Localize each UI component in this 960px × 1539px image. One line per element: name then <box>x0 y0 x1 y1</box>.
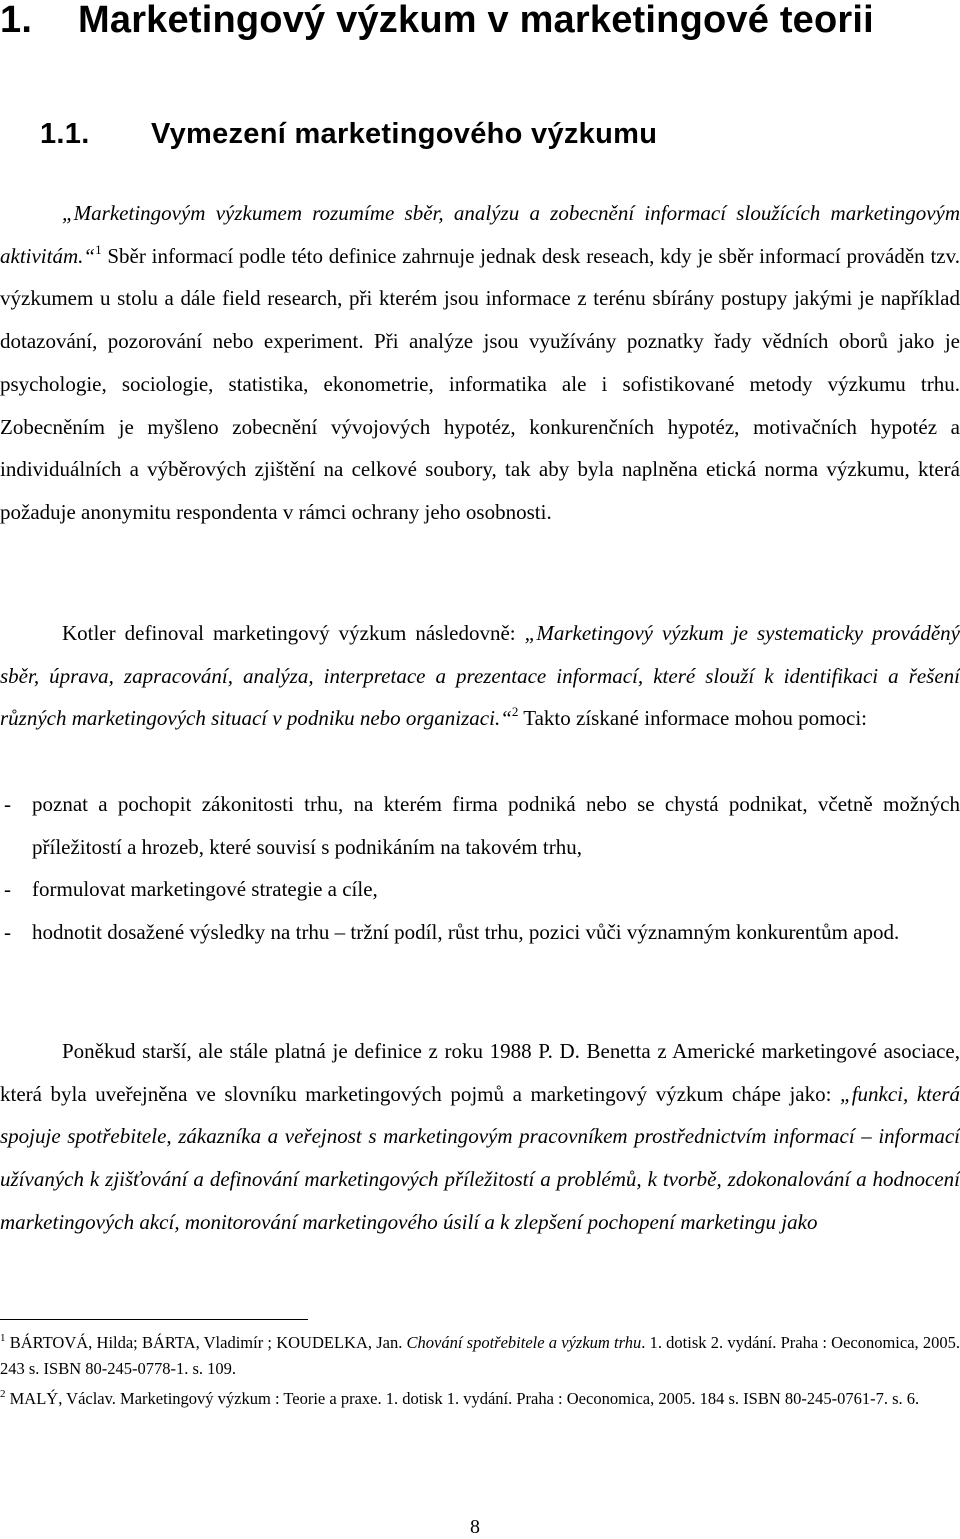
paragraph-body: Sběr informací podle této definice zahrnuje jednak desk reseach, kdy je sběr informací prováděn tzv. výzkumem u stolu a dále field research, při kterém jsou informace z terénu sbírány postupy jakými je například dotazování, pozorování nebo experiment. Při analýze jsou využívány poznatky řady vědních oborů jako je psychologie, sociologie, statistika, ekonometrie, informatika ale i sofistikované metody výzkumu trhu. Zobecněním je myšleno zobecnění vývojových hypotéz, konkurenčních hypotéz, motivačních hypotéz a individuálních a výběrových zjištění na celkové soubory, tak aby byla naplněna etická norma výzkumu, která požaduje anonymitu respondenta v rámci ochrany jeho osobnosti. <box>0 243 960 524</box>
benett-quote: „funkci, která spojuje spotřebitele, zákazníka a veřejnost s marketingovým pracovníkem prostřednictvím informací – informací užívaných k zjišťování a definování marketingových příležitostí a problémů, k tvorbě, zdokonalování a hodnocení marketingových akcí, monitorování marketingového úsilí a k zlepšení pochopení marketingu jako <box>0 1081 960 1234</box>
footnote-ref-1[interactable]: 1 <box>95 241 102 257</box>
kotler-quote: „Marketingový výzkum je systematicky prováděný sběr, úprava, zapracování, analýza, interpretace a prezentace informací, které slouží k identifikaci a řešení různých marketingových situací v podniku nebo organizaci.“ <box>0 621 960 731</box>
dash-bullet: - <box>4 792 11 816</box>
footnote-number: 2 <box>0 1388 6 1400</box>
list-item <box>0 911 960 954</box>
footnote-text-rest: . 1. dotisk 2. vydání. Praha : Oeconomica, 2005. 243 s. ISBN 80-245-0778-1. s. 109. <box>0 1333 960 1378</box>
chapter-heading <box>0 0 874 40</box>
footnote-book-title: Chování spotřebitele a výzkum trhu <box>406 1333 642 1352</box>
section-number: 1.1. <box>40 118 90 150</box>
chapter-number: 1. <box>0 0 33 41</box>
benefits-list <box>0 783 960 954</box>
dash-bullet: - <box>4 920 11 945</box>
list-item-text: formulovat marketingové strategie a cíle, <box>32 877 378 902</box>
footnote-1 <box>0 1330 960 1382</box>
footnote-text: MALÝ, Václav. Marketingový výzkum : Teorie a praxe. 1. dotisk 1. vydání. Praha : Oeconomica, 2005. 184 s. ISBN 80-245-0761-7. s. 6. <box>9 1389 920 1408</box>
paragraph-kotler <box>0 612 960 740</box>
footnote-ref-2[interactable]: 2 <box>511 704 519 720</box>
footnote-divider <box>0 1319 308 1320</box>
list-item-text: poznat a pochopit zákonitosti trhu, na kterém firma podniká nebo se chystá podnikat, včetně možných příležitostí a hrozeb, které souvisí s podnikáním na takovém trhu, <box>32 792 960 859</box>
paragraph-lead: Poněkud starší, ale stále platná je definice z roku 1988 P. D. Benetta z Americké marketingové asociace, která byla uveřejněna ve slovníku marketingových pojmů a marketingový výzkum chápe jako: <box>0 1039 960 1106</box>
footnote-2 <box>0 1386 960 1412</box>
definition-quote: „Marketingovým výzkumem rozumíme sběr, analýzu a zobecnění informací sloužících marketingovým aktivitám.“ <box>0 201 960 268</box>
paragraph-lead: Kotler definoval marketingový výzkum následovně: <box>62 621 525 645</box>
paragraph-tail: Takto získané informace mohou pomoci: <box>518 706 868 731</box>
footnote-number: 1 <box>0 1332 6 1344</box>
section-heading <box>40 116 657 152</box>
section-title: Vymezení marketingového výzkumu <box>151 118 658 150</box>
page-number: 8 <box>470 1516 480 1538</box>
footnote-text: BÁRTOVÁ, Hilda; BÁRTA, Vladimír ; KOUDELKA, Jan. <box>9 1333 407 1352</box>
footnotes <box>0 1330 960 1416</box>
chapter-title: Marketingový výzkum v marketingové teorii <box>78 0 874 41</box>
paragraph-benett <box>0 1030 960 1244</box>
dash-bullet: - <box>4 877 11 902</box>
list-item-text: hodnotit dosažené výsledky na trhu – tržní podíl, růst trhu, pozici vůči významným konkurentům apod. <box>32 920 900 945</box>
list-item <box>0 868 960 911</box>
paragraph-definition <box>0 192 960 534</box>
list-item <box>0 783 960 868</box>
